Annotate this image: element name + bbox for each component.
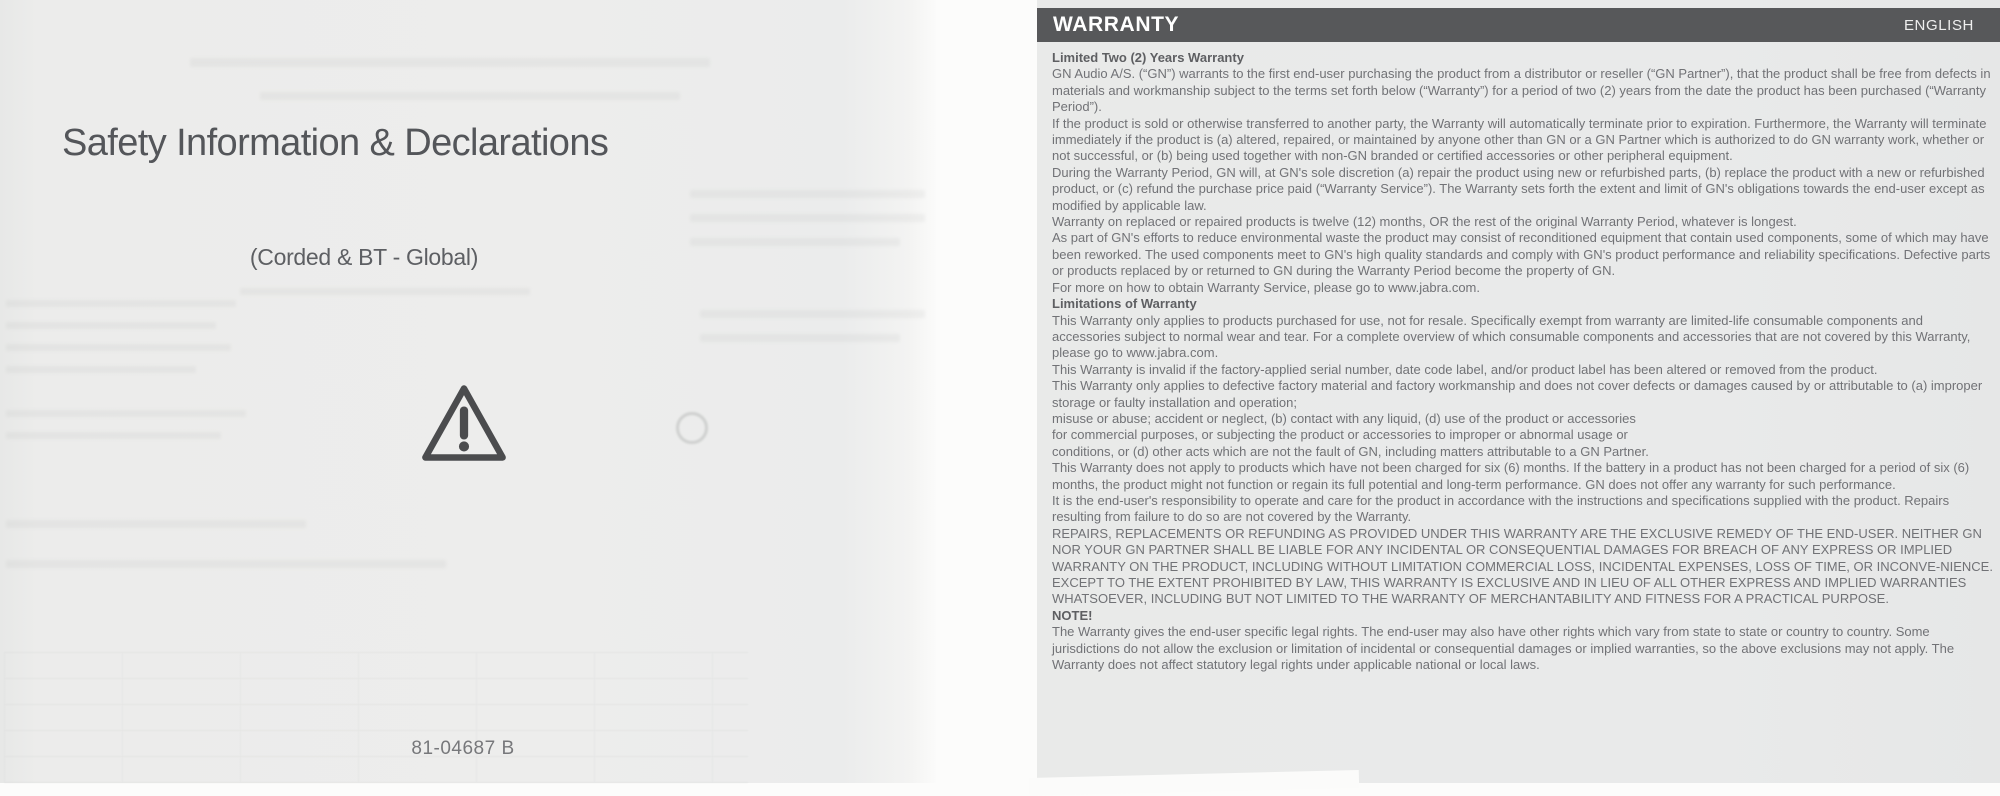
warranty-paragraph: This Warranty only applies to defective factory material and factory workmanship and does not cover defects or damages caused by or attributable to (a) improper storage or faulty installation and operation;	[1052, 378, 1983, 410]
warranty-paragraph: As part of GN's efforts to reduce environmental waste the product may consist of reconditioned equipment that contain used components, some of which may have been reworked. The used components meet to GN's high quality standards and comply with GN's product performance and reliability specifications. Defective parts or products replaced by or returned to GN during the Warranty Period become the property of GN.	[1052, 230, 1991, 279]
warranty-paragraph: conditions, or (d) other acts which are not the fault of GN, including matters attributable to a GN Partner.	[1052, 443, 1649, 459]
warranty-text	[1052, 50, 1993, 673]
warranty-section-heading: Limited Two (2) Years Warranty	[1052, 50, 1244, 65]
bleedthrough-artifact	[6, 322, 216, 329]
bleedthrough-artifact	[260, 92, 680, 100]
warranty-page	[1037, 0, 2000, 783]
language-label: ENGLISH	[1903, 16, 1974, 34]
bleedthrough-artifact	[700, 310, 925, 318]
bleedthrough-artifact	[6, 366, 196, 373]
warranty-paragraph: misuse or abuse; accident or neglect, (b) contact with any liquid, (d) use of the product or accessories	[1052, 410, 1636, 426]
warranty-section-heading: NOTE!	[1052, 607, 1093, 623]
warning-triangle-icon	[418, 380, 510, 466]
bleedthrough-artifact	[6, 520, 306, 528]
warranty-paragraph: GN Audio A/S. (“GN”) warrants to the first end-user purchasing the product from a distributor or reseller (“GN Partner”), that the product shall be free from defects in materials and workmanship subject to the terms set forth below (“Warranty”) for a period of two (2) years from the date the product has been purchased (“Warranty Period”).	[1052, 66, 1991, 115]
warranty-paragraph: Warranty on replaced or repaired products is twelve (12) months, OR the rest of the original Warranty Period, whatever is longest.	[1052, 214, 1797, 230]
bleedthrough-artifact	[190, 58, 710, 67]
page-subtitle: (Corded & BT - Global)	[249, 244, 479, 270]
bleedthrough-artifact	[700, 334, 900, 342]
bleedthrough-artifact	[690, 190, 925, 198]
warranty-paragraph: The Warranty gives the end-user specific legal rights. The end-user may also have other rights which vary from state to state or country to country. Some jurisdictions do not allow the exclusion or limitation of incidental or consequential damages or implied warranties, so the above exclusions may not apply. The Warranty does not affect statutory legal rights under applicable national or local laws.	[1052, 624, 1955, 673]
bleedthrough-artifact	[6, 300, 236, 307]
warranty-paragraph: REPAIRS, REPLACEMENTS OR REFUNDING AS PROVIDED UNDER THIS WARRANTY ARE THE EXCLUSIVE REMEDY OF THE END-USER. NEITHER GN NOR YOUR GN PARTNER SHALL BE LIABLE FOR ANY INCIDENTAL OR CONSEQUENTIAL DAMAGES FOR BREACH OF ANY EXPRESS OR IMPLIED WARRANTY ON THE PRODUCT, INCLUDING WITHOUT LIMITATION COMMERCIAL LOSS, INCIDENTAL EXPENSES, LOSS OF TIME, OR INCONVE-NIENCE. EXCEPT TO THE EXTENT PROHIBITED BY LAW, THIS WARRANTY IS EXCLUSIVE AND IN LIEU OF ALL OTHER EXPRESS AND IMPLIED WARRANTIES WHATSOEVER, INCLUDING BUT NOT LIMITED TO THE WARRANTY OF MERCHANTABILITY AND FITNESS FOR A PRACTICAL PURPOSE.	[1052, 525, 1993, 607]
bleedthrough-artifact	[6, 432, 221, 439]
document-number: 81-04687 B	[411, 738, 515, 759]
warranty-section-heading: Limitations of Warranty	[1052, 296, 1197, 312]
warranty-paragraph: This Warranty does not apply to products which have not been charged for six (6) months. If the battery in a product has not been charged for a period of six (6) months, the product might not function or regain its full potential and long-term performance. GN does not offer any warranty for such performance.	[1052, 460, 1970, 492]
warranty-paragraph: This Warranty only applies to products purchased for use, not for resale. Specifically exempt from warranty are limited-life consumable components and accessories subject to normal wear and tear. For a complete overview of which consumable components and accessories that are not covered by this Warranty, please go to www.jabra.com.	[1052, 312, 1971, 361]
bleedthrough-stamp	[676, 412, 708, 444]
warranty-paragraph: During the Warranty Period, GN will, at GN's sole discretion (a) repair the product using new or refurbished parts, (b) replace the product with a new or refurbished product, or (c) refund the purchase price paid (“Warranty Service”). The Warranty sets forth the extent and limit of GN's obligations towards the end-user except as modified by applicable law.	[1052, 164, 1985, 213]
warranty-paragraph: for commercial purposes, or subjecting the product or accessories to improper or abnormal usage or	[1052, 427, 1628, 443]
warranty-paragraph: It is the end-user's responsibility to operate and care for the product in accordance with the instructions and specifications supplied with the product. Repairs resulting from failure to do so are not covered by the Warranty.	[1052, 492, 1950, 525]
page-title: Safety Information & Declarations	[62, 122, 609, 164]
warranty-paragraph: This Warranty is invalid if the factory-applied serial number, date code label, and/or product label has been altered or removed from the product.	[1052, 361, 1878, 377]
warranty-title: WARRANTY	[1053, 13, 1180, 36]
cover-page	[0, 0, 936, 783]
warranty-paragraph: If the product is sold or otherwise transferred to another party, the Warranty will automatically terminate prior to expiration. Furthermore, the Warranty will terminate immediately if the product is (a) altered, repaired, or maintained by anyone other than GN or a GN Partner which is authorized to do GN warranty work, whether or not successful, or (b) being used together with non-GN branded or certified accessories or other peripheral equipment.	[1052, 115, 1987, 164]
bleedthrough-artifact	[6, 410, 246, 417]
warranty-header-bar	[1037, 8, 2000, 42]
bleedthrough-artifact	[6, 344, 231, 351]
bleedthrough-artifact	[6, 560, 446, 568]
bleedthrough-artifact	[690, 214, 925, 222]
warranty-paragraph: For more on how to obtain Warranty Service, please go to www.jabra.com.	[1052, 279, 1480, 295]
bleedthrough-artifact	[240, 288, 530, 295]
bleedthrough-table	[4, 652, 748, 783]
